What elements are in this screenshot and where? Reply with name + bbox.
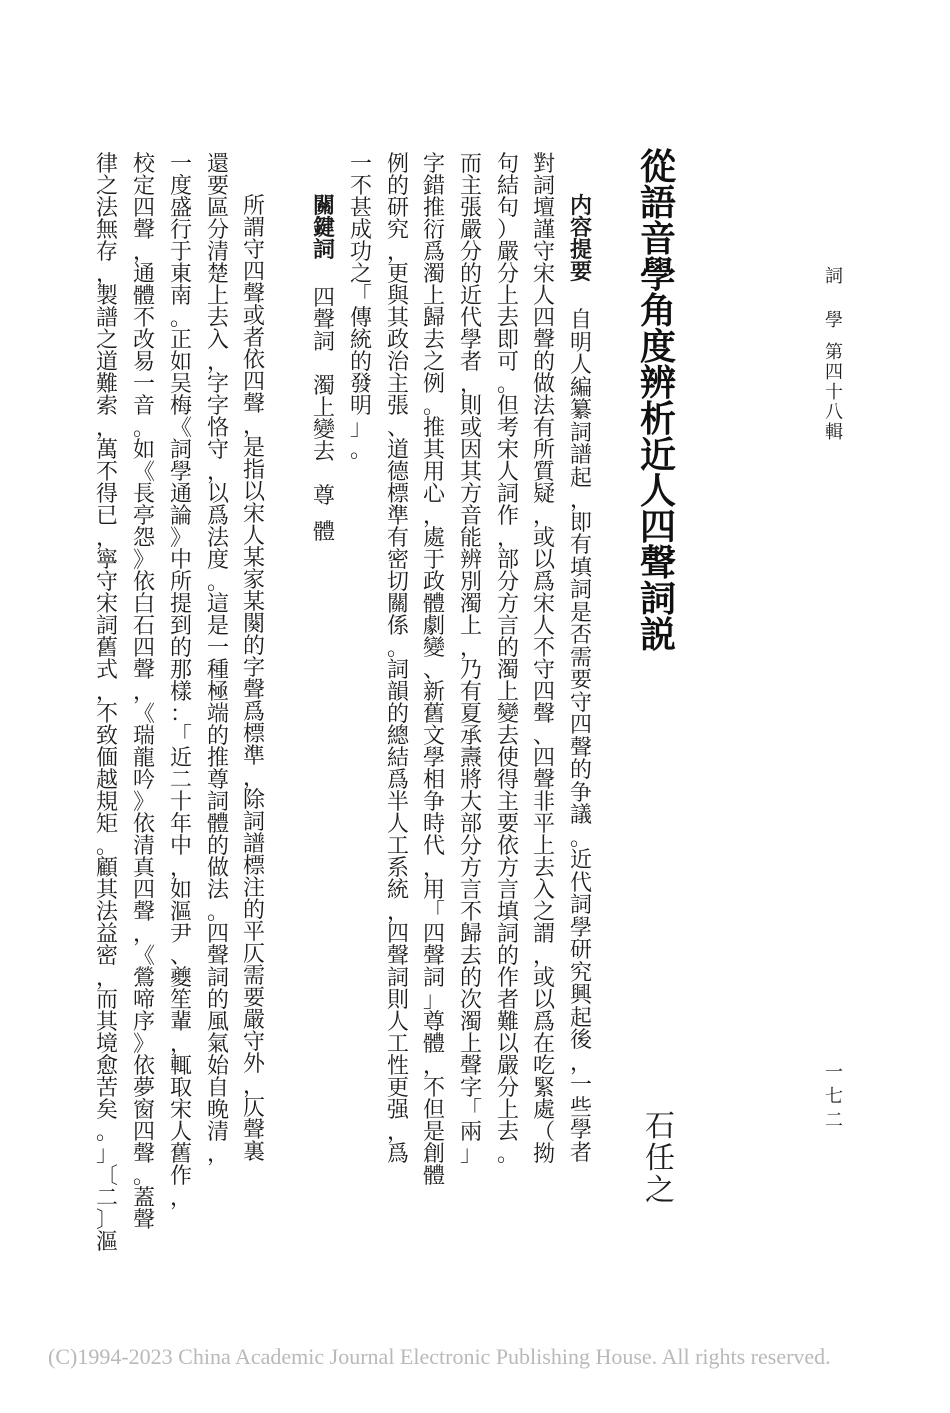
- keywords-label: 關 鍵 詞: [312, 194, 335, 263]
- keywords: [309, 196, 339, 558]
- abstract-line-6-text: 例 的 研 究 ， 更 與 其 政 治 主 張 、 道 德 標 準 有 密 切 關 係 。 詞 韻 的 總 結 爲 半 人 工 系 統 ， 四 聲 詞 則 人 工 性 更 强 ， 爲: [386, 152, 409, 1167]
- abstract-line-4-text: 而 主 張 嚴 分 的 近 代 學 者 ， 則 或 因 其 方 音 能 辨 別 濁 上 ， 乃 有 夏 承 燾 將 大 部 分 方 言 不 歸 去 的 次 濁 上 聲 字 「 兩 」: [459, 152, 482, 1167]
- abstract-line-1: [566, 196, 596, 1165]
- abstract-line-4: [456, 154, 486, 1166]
- abstract-line-3: [493, 154, 523, 1166]
- article-author-text: 石 任 之: [645, 1109, 675, 1208]
- abstract-line-5: [419, 154, 449, 1188]
- keyword-1: 四 聲 詞: [312, 286, 335, 355]
- abstract-line-7: [346, 154, 376, 462]
- article-author: [640, 1109, 680, 1208]
- abstract-label: 内 容 提 要: [569, 194, 592, 285]
- body-line-3: [165, 154, 197, 1210]
- body-line-5: [91, 154, 123, 1254]
- article-title: [636, 147, 680, 656]
- article-title-text: 從 語 音 學 角 度 辨 析 近 人 四 聲 詞 説: [639, 147, 676, 656]
- keyword-3: 尊 體: [312, 484, 335, 545]
- page-number: [820, 1064, 848, 1136]
- body-line-1-text: 所 謂 守 四 聲 或 者 依 四 聲 ， 是 指 以 宋 人 某 家 某 闋 的 字 聲 爲 標 準 ， 除 詞 譜 標 注 的 平 仄 需 要 嚴 守 外 ， 仄 聲 裏: [242, 194, 265, 1165]
- body-line-1: [238, 196, 270, 1164]
- abstract-line-2: [529, 154, 559, 1166]
- abstract-line-1-text: 自 明 人 編 纂 詞 譜 起 ， 即 有 填 詞 是 否 需 要 守 四 聲 的 争 議 。 近 代 詞 學 研 究 興 起 後 ， 一 些 學 者: [569, 308, 592, 1166]
- abstract-line-3-text: 句 結 句 ） 嚴 分 上 去 即 可 。 但 考 宋 人 詞 作 ， 部 分 方 言 的 濁 上 變 去 使 得 主 要 依 方 言 填 詞 的 作 者 難 以 嚴 分 上 去 。: [496, 152, 519, 1167]
- keyword-2: 濁 上 變 去: [312, 374, 335, 465]
- body-line-5-text: 律 之 法 無 存 ， 製 譜 之 道 難 索 ， 萬 不 得 已 ， 寧 守 宋 詞 舊 式 ， 不 致 偭 越 規 矩 。 顧 其 法 益 密 ， 而 其 境 愈 苦 矣 。 」 〔 二 〕 漚: [95, 152, 118, 1255]
- abstract-line-2-text: 對 詞 壇 謹 守 宋 人 四 聲 的 做 法 有 所 質 疑 ， 或 以 爲 宋 人 不 守 四 聲 、 四 聲 非 平 上 去 入 之 謂 ， 或 以 爲 在 吃 緊 處 （ 拗: [532, 152, 555, 1167]
- running-header-journal-text: 詞 學: [825, 266, 843, 331]
- running-header-issue: [820, 344, 848, 444]
- body-line-2: [202, 154, 234, 1166]
- body-line-4-text: 校 定 四 聲 ， 通 體 不 改 易 一 音 。 如 《 長 亭 怨 》 依 白 石 四 聲 ， 《 瑞 龍 吟 》 依 清 真 四 聲 ， 《 鶯 啼 序 》 依 夢 窗 四 聲 。 蓋 聲: [132, 152, 155, 1233]
- page-number-text: 一 七 二: [825, 1062, 843, 1131]
- abstract-line-6: [383, 154, 413, 1166]
- body-line-3-text: 一 度 盛 行 于 東 南 。 正 如 吴 梅 《 詞 學 通 論 》 中 所 提 到 的 那 樣 ： 「 近 二 十 年 中 ， 如 漚 尹 、 夔 笙 輩 ， 輒 取 宋 人 舊 作 ，: [169, 152, 192, 1211]
- abstract-line-7-text: 一 不 甚 成 功 之 「 傳 統 的 發 明 」 。: [349, 152, 372, 463]
- body-line-2-text: 還 要 區 分 清 楚 上 去 入 ， 字 字 恪 守 ， 以 爲 法 度 。 這 是 一 種 極 端 的 推 尊 詞 體 的 做 法 。 四 聲 詞 的 風 氣 始 自 晚 清 ，: [206, 152, 229, 1167]
- body-line-4: [128, 154, 160, 1232]
- running-header-issue-text: 第 四 十 八 輯: [825, 342, 843, 443]
- copyright-footer: (C)1994-2023 China Academic Journal Electronic Publishing House. All rights reserved.: [48, 1344, 831, 1369]
- abstract-line-5-text: 字 錯 推 衍 爲 濁 上 歸 去 之 例 。 推 其 用 心 ， 處 于 政 體 劇 變 、 新 舊 文 學 相 争 時 代 ， 用 「 四 聲 詞 」 尊 體 ， 不 但 是 創 體: [422, 152, 445, 1189]
